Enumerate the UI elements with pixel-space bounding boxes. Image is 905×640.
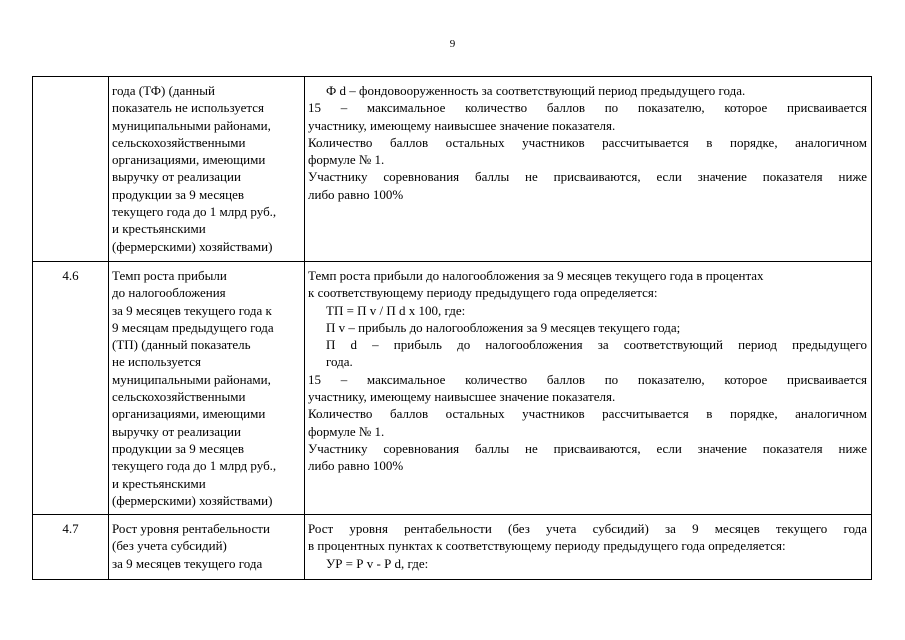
table-rule-bottom <box>32 579 872 580</box>
desc-line: года. <box>326 354 353 370</box>
desc-line: либо равно 100% <box>308 186 404 202</box>
name-line: года (ТФ) (данный <box>112 83 215 98</box>
table-rule-row-2 <box>32 514 872 515</box>
desc-line: участнику, имеющему наивысшее значение показателя. <box>308 117 616 133</box>
name-line: муниципальными районами, <box>112 371 271 387</box>
name-line: организациями, имеющими <box>112 152 266 168</box>
table-rule-right <box>871 76 872 580</box>
name-line: не используется <box>112 354 201 370</box>
name-line: 9 месяцам предыдущего года <box>112 319 274 335</box>
name-line: за 9 месяцев текущего года к <box>112 302 272 318</box>
desc-line: Рост уровня рентабельности (без учета субсидий) за 9 месяцев текущего года <box>308 521 867 536</box>
desc-line: Участнику соревнования баллы не присваиваются, если значение показателя ниже <box>308 169 867 185</box>
name-line: (фермерскими) хозяйствами) <box>112 492 273 508</box>
name-line: за 9 месяцев текущего года <box>112 555 263 571</box>
name-line: (фермерскими) хозяйствами) <box>112 238 273 254</box>
name-line: муниципальными районами, <box>112 117 271 133</box>
desc-line: формуле № 1. <box>308 152 385 168</box>
desc-line: либо равно 100% <box>308 458 404 474</box>
name-line: продукции за 9 месяцев <box>112 186 244 202</box>
desc-line: Количество баллов остальных участников рассчитывается в порядке, аналогичном <box>308 134 867 150</box>
desc-line: П d – прибыль до налогообложения за соответствующий период предыдущего <box>326 337 867 353</box>
indicator-name-cell <box>112 267 302 509</box>
table-rule-top <box>32 76 872 77</box>
desc-line: участнику, имеющему наивысшее значение показателя. <box>308 389 616 405</box>
table-rule-left <box>32 76 33 580</box>
formula-line: УР = Р v - Р d, где: <box>326 555 429 571</box>
desc-line: в процентных пунктах к соответствующему периоду предыдущего года определяется: <box>308 538 786 554</box>
desc-line: П v – прибыль до налогообложения за 9 месяцев текущего года; <box>326 319 681 335</box>
desc-line: 15 – максимальное количество баллов по показателю, которое присваивается <box>308 100 867 116</box>
calculation-description-cell <box>308 267 867 475</box>
name-line: сельскохозяйственными <box>112 134 246 150</box>
formula-line: ТП = П v / П d х 100, где: <box>326 302 466 318</box>
indicator-name-cell <box>112 520 302 572</box>
desc-line: Участнику соревнования баллы не присваиваются, если значение показателя ниже <box>308 440 867 456</box>
indicator-name-cell <box>112 82 302 255</box>
name-line: выручку от реализации <box>112 423 241 439</box>
name-line: организациями, имеющими <box>112 406 266 422</box>
desc-line: к соответствующему периоду предыдущего года определяется: <box>308 285 658 301</box>
desc-line: 15 – максимальное количество баллов по показателю, которое присваивается <box>308 371 867 387</box>
calculation-description-cell <box>308 520 867 572</box>
name-line: выручку от реализации <box>112 169 241 185</box>
name-line: текущего года до 1 млрд руб., <box>112 458 277 474</box>
row-number-cell: 4.7 <box>62 521 79 536</box>
desc-line: Количество баллов остальных участников рассчитывается в порядке, аналогичном <box>308 406 867 422</box>
desc-line: Ф d – фондовооруженность за соответствующий период предыдущего года. <box>326 83 746 98</box>
name-line: показатель не используется <box>112 100 264 116</box>
name-line: Рост уровня рентабельности <box>112 521 270 536</box>
page-number: 9 <box>449 38 456 50</box>
table-rule-col-2 <box>304 76 305 580</box>
name-line: и крестьянскими <box>112 475 206 491</box>
table-rule-row-1 <box>32 261 872 262</box>
name-line: сельскохозяйственными <box>112 389 246 405</box>
name-line: и крестьянскими <box>112 221 206 237</box>
criteria-table <box>32 76 872 580</box>
name-line: текущего года до 1 млрд руб., <box>112 204 277 220</box>
name-line: (без учета субсидий) <box>112 538 227 554</box>
name-line: (ТП) (данный показатель <box>112 337 251 353</box>
table-rule-col-1 <box>108 76 109 580</box>
name-line: продукции за 9 месяцев <box>112 440 244 456</box>
row-number-cell: 4.6 <box>62 268 79 283</box>
desc-line: Темп роста прибыли до налогообложения за 9 месяцев текущего года в процентах <box>308 268 764 283</box>
calculation-description-cell <box>308 82 867 203</box>
name-line: Темп роста прибыли <box>112 268 227 283</box>
desc-line: формуле № 1. <box>308 423 385 439</box>
name-line: до налогообложения <box>112 285 226 301</box>
